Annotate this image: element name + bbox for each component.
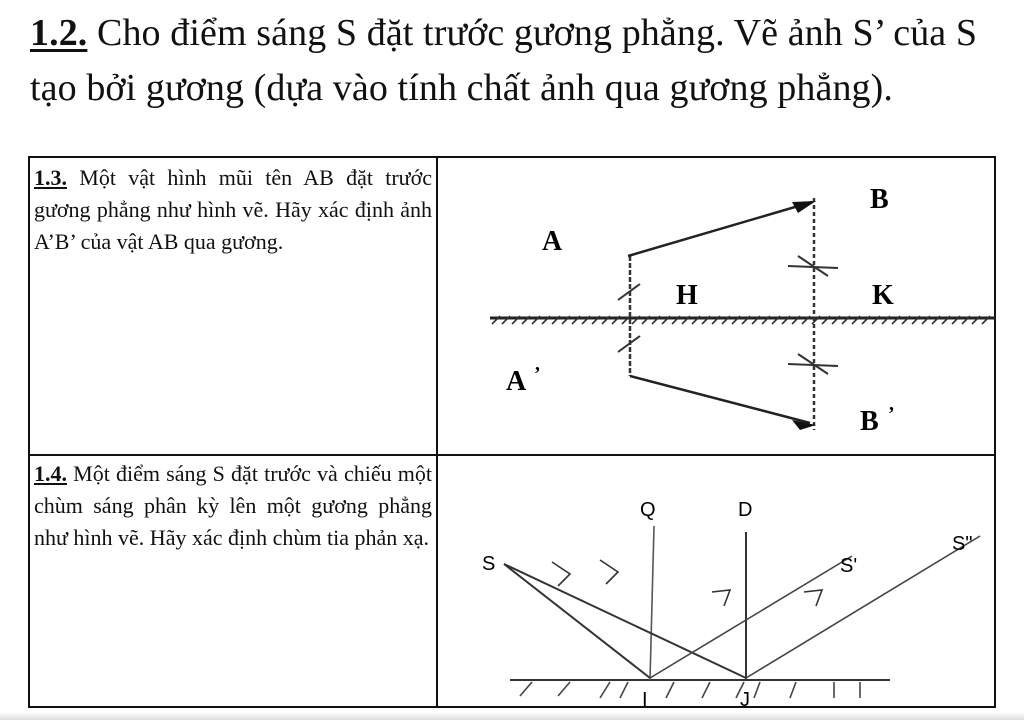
label-S-prime: S' bbox=[840, 555, 858, 577]
problem-1-3-number: 1.3. bbox=[34, 165, 67, 190]
label-B-image-prime: ’ bbox=[888, 403, 895, 425]
label-B-image bbox=[860, 403, 895, 437]
equal-marks bbox=[618, 256, 838, 374]
label-B: B bbox=[870, 184, 889, 215]
cropped-next-line bbox=[0, 712, 1024, 720]
figure-divergent-beam bbox=[440, 456, 994, 711]
problem-1-4-text: Một điểm sáng S đặt trước và chiếu một chùm sáng phân kỳ lên một gương phẳng như hình vẽ. Hãy xác định chùm tia phản xạ. bbox=[34, 461, 432, 550]
problem-1-2-text: Cho điểm sáng S đặt trước gương phẳng. Vẽ ảnh S’ của S tạo bởi gương (dựa vào tính chất ảnh qua gương phẳng). bbox=[30, 12, 978, 109]
reflected-ray-I bbox=[650, 556, 852, 678]
label-B-image-letter: B bbox=[860, 406, 879, 437]
problems-table bbox=[28, 156, 996, 711]
table-column-divider bbox=[436, 158, 438, 706]
label-Q: Q bbox=[640, 499, 656, 521]
problem-1-2 bbox=[30, 6, 1005, 116]
label-K: K bbox=[872, 280, 894, 311]
label-A-image bbox=[506, 363, 541, 397]
problem-1-4 bbox=[34, 458, 432, 554]
problem-1-3-text: Một vật hình mũi tên AB đặt trước gương phẳng như hình vẽ. Hãy xác định ảnh A’B’ của vật AB qua gương. bbox=[34, 165, 432, 254]
reflected-ray-J bbox=[746, 536, 980, 678]
problem-1-4-number: 1.4. bbox=[34, 461, 67, 486]
problem-1-2-number: 1.2. bbox=[30, 12, 88, 54]
figure-mirror-arrow bbox=[440, 158, 994, 454]
incident-ray-SI bbox=[504, 564, 650, 678]
incident-ray-SJ bbox=[504, 564, 746, 678]
label-A-image-prime: ’ bbox=[534, 363, 541, 385]
label-A-image-letter: A bbox=[506, 366, 527, 397]
label-S-double-prime: S" bbox=[952, 533, 973, 555]
image-arrow-AB bbox=[630, 376, 810, 423]
label-A: A bbox=[542, 226, 563, 257]
mirror-hatching-2 bbox=[520, 682, 860, 698]
object-arrow-AB bbox=[628, 202, 812, 256]
label-I: I bbox=[642, 689, 648, 711]
label-H: H bbox=[676, 280, 698, 311]
label-J: J bbox=[740, 689, 750, 711]
problem-1-3 bbox=[34, 162, 432, 258]
arrowhead-B bbox=[792, 201, 816, 213]
label-S: S bbox=[482, 553, 496, 575]
label-D: D bbox=[738, 499, 753, 521]
normal-Q bbox=[650, 526, 654, 680]
